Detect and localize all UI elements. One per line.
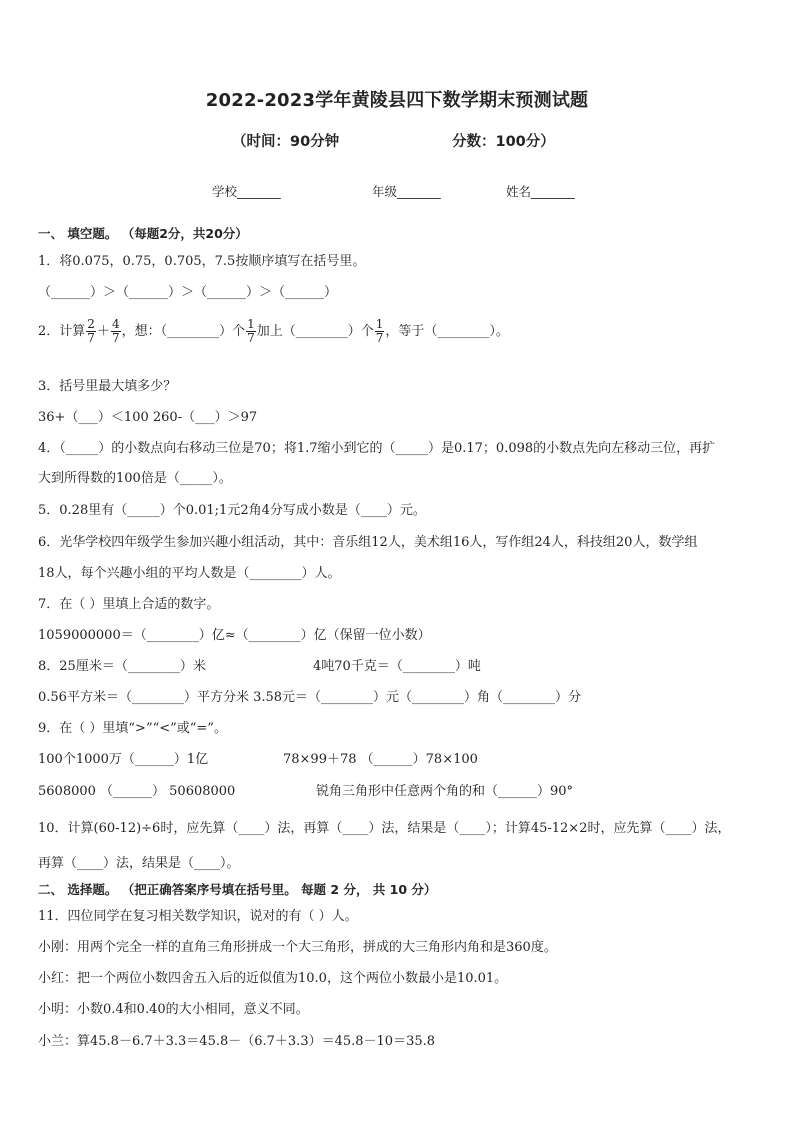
question-4-line-2: 大到所得数的100倍是（_____）。 [38,471,232,486]
question-11: 11．四位同学在复习相关数学知识，说对的有（ ）人。 [38,909,358,924]
question-9: 9．在（ ）里填“>”“<”或“=”。 [38,721,227,736]
section-heading-fill-in: 一、 填空题。 （每题2分，共20分） [38,226,248,241]
question-3: 3．括号里最大填多少？ [38,379,177,394]
question-9-part-d: 锐角三角形中任意两个角的和（______）90° [316,784,574,799]
question-5: 5．0.28里有（_____）个0.01;1元2角4分写成小数是（____）元。 [38,503,426,518]
fraction-numerator: 4 [111,317,120,331]
statement-xiaoming: 小明：小数0.4和0.40的大小相同，意义不同。 [38,1002,309,1017]
question-2-prefix: 2．计算 [38,324,86,339]
question-2-think: ，想：（________）个 [121,324,246,339]
fraction-4-7 [111,318,121,345]
question-8-part-b: 4吨70千克＝（________）吨 [313,659,481,674]
page-title: 2022-2023学年黄陵县四下数学期末预测试题 [205,90,589,111]
question-6-line-2: 18人，每个兴趣小组的平均人数是（________）人。 [38,566,341,581]
question-2-add: 加上（________）个 [256,324,374,339]
question-1-blanks: （______）＞（______）＞（______）＞（______） [38,285,338,300]
grade-field: 年级_______ [372,184,441,199]
question-2 [38,318,509,345]
school-field: 学校_______ [212,184,281,199]
question-3-line: 36+（___）＜100 260-（___）＞97 [38,410,258,425]
plus-sign: ＋ [96,324,110,339]
question-7-line: 1059000000＝（________）亿≈（________）亿（保留一位小数） [38,628,431,643]
fraction-denominator: 7 [111,331,120,345]
fraction-numerator: 1 [375,317,384,331]
statement-xiaohong: 小红：把一个两位小数四舍五入后的近似值为10.0，这个两位小数最小是10.01。 [38,971,508,986]
question-8-part-a: 8．25厘米＝（________）米 [38,659,206,674]
question-2-equals: ，等于（________）。 [385,324,509,339]
exam-time: （时间：90分钟 [232,134,340,150]
question-9-part-a: 100个1000万（______）1亿 [38,752,209,767]
statement-xiaogang: 小刚：用两个完全一样的直角三角形拼成一个大三角形，拼成的大三角形内角和是360度。 [38,940,557,955]
question-9-part-b: 78×99＋78 （______）78×100 [283,752,478,767]
question-10-line-1: 10．计算(60-12)÷6时，应先算（____）法，再算（____）法，结果是（____）；计算45-12×2时，应先算（____）法， [38,821,731,836]
fraction-denominator: 7 [247,331,255,345]
fraction-denominator: 7 [375,331,384,345]
question-7: 7．在（ ）里填上合适的数字。 [38,597,220,612]
question-1: 1．将0.075，0.75，0.705，7.5按顺序填写在括号里。 [38,254,366,269]
question-10-line-2: 再算（____）法，结果是（____）。 [38,856,240,871]
section-heading-choice: 二、 选择题。 （把正确答案序号填在括号里。 每题 2 分， 共 10 分） [38,882,437,897]
fraction-1-7 [375,318,385,345]
question-6-line-1: 6．光华学校四年级学生参加兴趣小组活动，其中：音乐组12人，美术组16人，写作组24人，科技组20人，数学组 [38,535,698,550]
question-8-part-c: 0.56平方米＝（________）平方分米 3.58元＝（________）元（________）角（________）分 [38,690,582,705]
statement-xiaolan: 小兰：算45.8－6.7＋3.3＝45.8－（6.7＋3.3）＝45.8－10＝35.8 [38,1034,436,1049]
exam-score: 分数：100分） [452,134,555,150]
name-field: 姓名_______ [506,184,575,199]
fraction-numerator: 1 [247,317,255,331]
question-9-part-c: 5608000 （______） 50608000 [38,784,236,799]
fraction-1-7 [246,318,256,345]
fraction-numerator: 2 [87,317,95,331]
fraction-denominator: 7 [87,331,95,345]
fraction-2-7 [86,318,96,345]
question-4-line-1: 4．（_____）的小数点向右移动三位是70；将1.7缩小到它的（_____）是0.17；0.098的小数点先向左移动三位，再扩 [38,441,716,456]
